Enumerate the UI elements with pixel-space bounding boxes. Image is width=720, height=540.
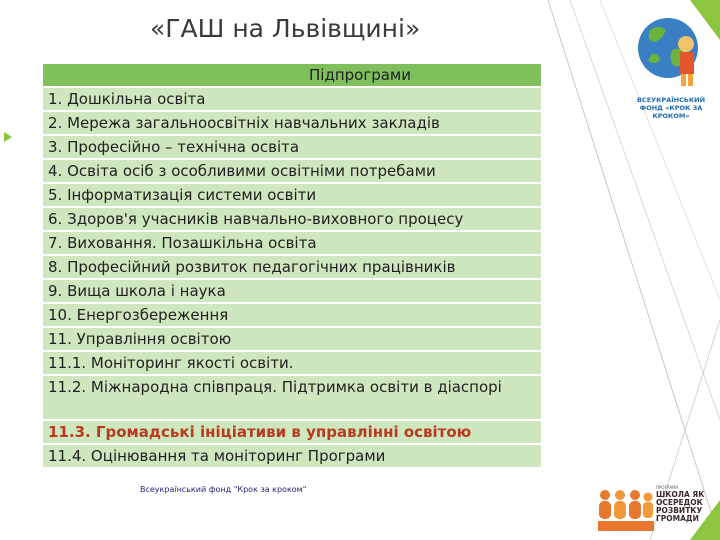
table-row: 11.4. Оцінювання та моніторинг Програми [43,445,541,469]
people-icon [596,485,656,535]
table-row: 8. Професійний розвиток педагогічних працівників [43,256,541,280]
step-by-step-logo: ВСЕУКРАЇНСЬКИЙ ФОНД «КРОК ЗА КРОКОМ» [628,10,714,122]
table-row: 11.1. Моніторинг якості освіти. [43,352,541,376]
subprograms-table [43,64,541,469]
table-row: 11. Управління освітою [43,328,541,352]
table-header: Підпрограми [43,64,541,88]
footer-text: Всеукраїнський фонд "Крок за кроком" [140,485,307,494]
table-row: 4. Освіта осіб з особливими освітніми потребами [43,160,541,184]
globe-icon [628,10,714,96]
table-row: 11.2. Міжнародна співпраця. Підтримка освіти в діаспорі [43,376,541,421]
table-row-highlighted: 11.3. Громадські ініціативи в управлінні освітою [43,421,541,445]
table-row: 3. Професійно – технічна освіта [43,136,541,160]
table-row: 7. Виховання. Позашкільна освіта [43,232,541,256]
table-row: 1. Дошкільна освіта [43,88,541,112]
table-row: 10. Енергозбереження [43,304,541,328]
table-row: 2. Мережа загальноосвітніх навчальних закладів [43,112,541,136]
table-row: 6. Здоров'я учасників навчально-виховного процесу [43,208,541,232]
table-row: 5. Інформатизація системи освіти [43,184,541,208]
table-row: 9. Вища школа і наука [43,280,541,304]
slide-title: «ГАШ на Львівщині» [150,14,421,43]
program-logo: ПРОГРАМА ШКОЛА ЯК ОСЕРЕДОК РОЗВИТКУ ГРОМАДИ [596,485,714,535]
